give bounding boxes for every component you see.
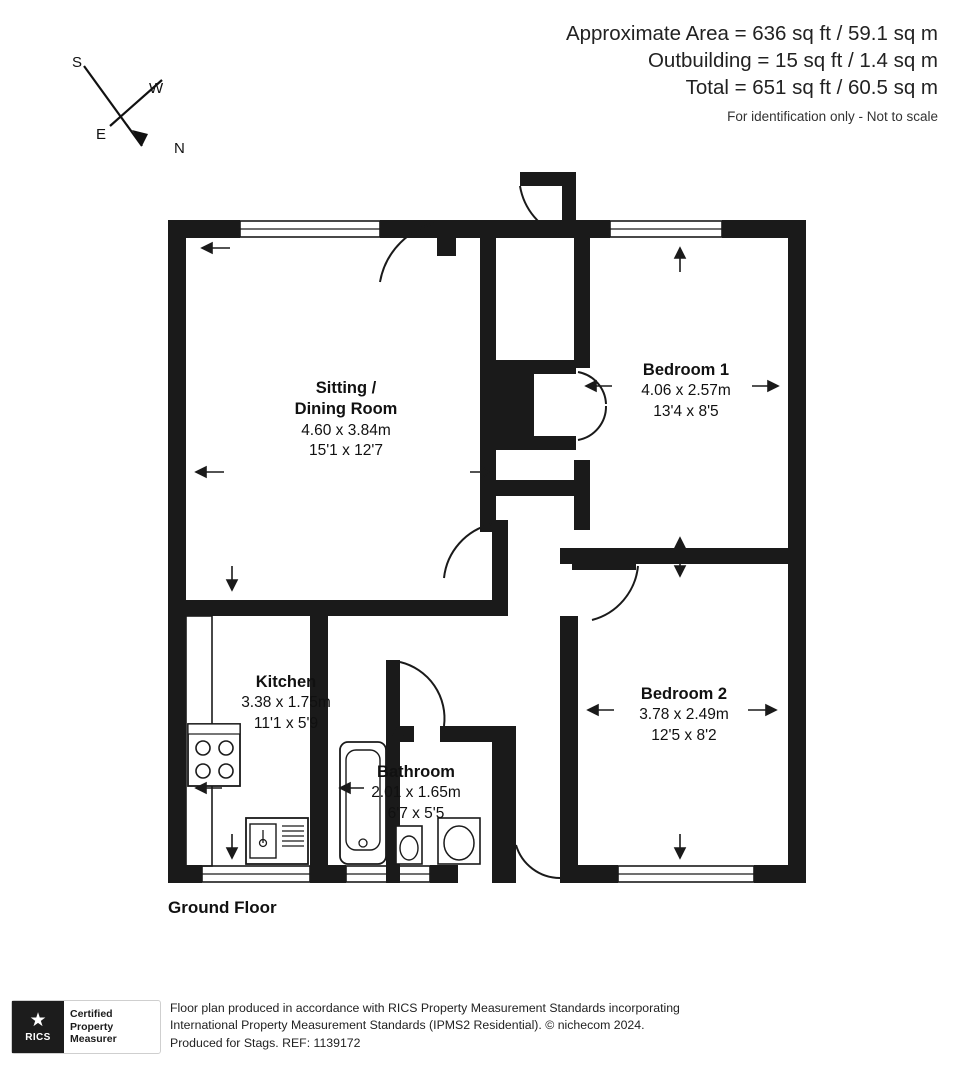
room-label-sitting-dining xyxy=(246,378,446,461)
compass-label-e: E xyxy=(96,126,107,143)
footer xyxy=(0,988,976,1080)
room-label-kitchen xyxy=(186,672,386,734)
room-dim-imperial-bathroom: 6'7 x 5'5 xyxy=(387,804,445,822)
footer-disclaimer xyxy=(170,1000,680,1052)
compass-label-w: W xyxy=(149,80,164,97)
room-dim-metric-sitting-dining: 4.60 x 3.84m xyxy=(301,421,391,439)
compass-label-n: N xyxy=(174,140,185,157)
room-dim-imperial-bedroom-1: 13'4 x 8'5 xyxy=(653,402,719,420)
room-name-sitting-dining-line1: Sitting / xyxy=(315,379,377,397)
room-dim-imperial-bedroom-2: 12'5 x 8'2 xyxy=(651,726,717,744)
rics-logo-icon xyxy=(12,1001,64,1053)
area-line-2: Outbuilding = 15 sq ft / 1.4 sq m xyxy=(647,49,938,73)
rics-badge-text xyxy=(64,1001,160,1053)
compass-label-s: S xyxy=(72,54,83,71)
room-dim-metric-bedroom-1: 4.06 x 2.57m xyxy=(641,382,731,400)
rics-logo-text: RICS xyxy=(25,1032,51,1043)
room-name-sitting-dining-line2: Dining Room xyxy=(294,400,398,419)
rics-badge-line2: Property xyxy=(70,1020,114,1033)
room-name-bedroom-1: Bedroom 1 xyxy=(642,361,730,379)
rics-certification-badge xyxy=(11,1000,161,1054)
room-name-bedroom-2: Bedroom 2 xyxy=(640,685,728,703)
rics-badge-line1: Certified xyxy=(70,1007,113,1020)
footer-disclaimer-line1: Floor plan produced in accordance with RICS Property Measurement Standards incorporating xyxy=(170,1001,680,1015)
room-name-bathroom: Bathroom xyxy=(377,763,455,781)
room-dim-metric-bedroom-2: 3.78 x 2.49m xyxy=(639,706,729,724)
room-label-bathroom xyxy=(320,762,512,824)
footer-disclaimer-line2: International Property Measurement Standards (IPMS2 Residential). © nichecom 2024. xyxy=(170,1018,645,1033)
rics-badge-line3: Measurer xyxy=(70,1033,117,1046)
room-dim-imperial-sitting-dining: 15'1 x 12'7 xyxy=(308,442,383,460)
room-dim-metric-kitchen: 3.38 x 1.75m xyxy=(241,694,331,712)
floor-title: Ground Floor xyxy=(168,898,277,917)
rics-crest-icon: ★ xyxy=(29,1010,47,1031)
room-dim-metric-bathroom: 2.01 x 1.65m xyxy=(371,784,461,802)
room-dim-imperial-kitchen: 11'1 x 5'9 xyxy=(253,714,319,732)
room-name-kitchen: Kitchen xyxy=(255,673,317,691)
area-note: For identification only - Not to scale xyxy=(727,109,938,125)
area-line-1: Approximate Area = 636 sq ft / 59.1 sq m xyxy=(565,22,938,45)
footer-disclaimer-line3: Produced for Stags. REF: 1139172 xyxy=(170,1035,361,1050)
area-line-3: Total = 651 sq ft / 60.5 sq m xyxy=(685,76,938,100)
room-label-bedroom-2 xyxy=(584,684,784,746)
room-label-bedroom-1 xyxy=(586,360,786,422)
